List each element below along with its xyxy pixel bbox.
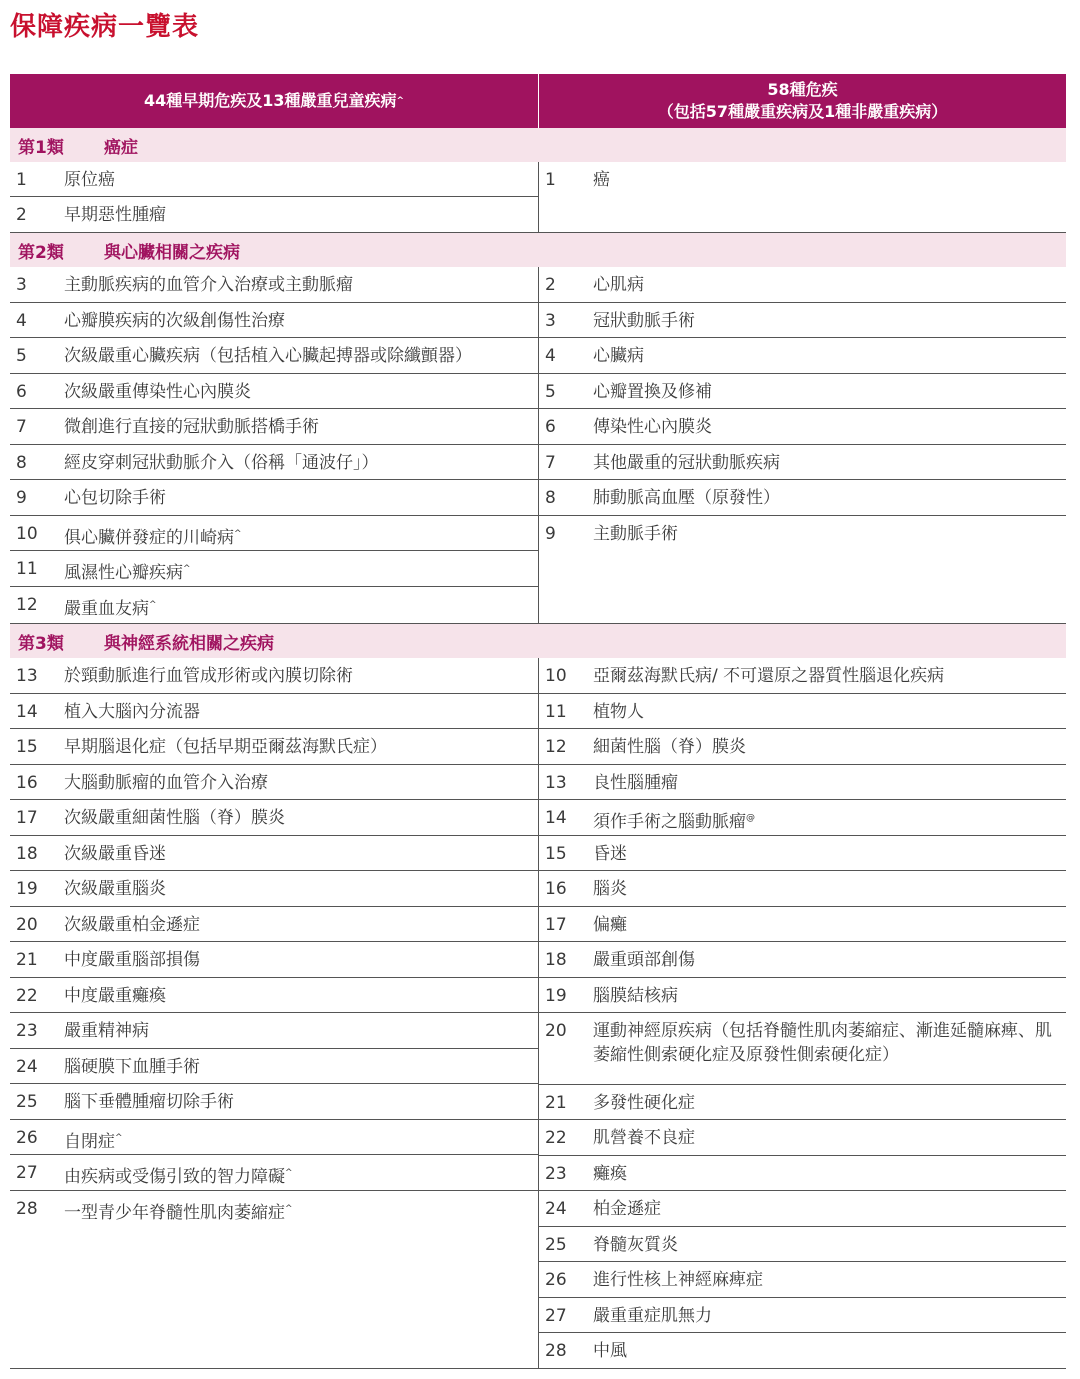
table-row: 27 嚴重重症肌無力 — [539, 1298, 1066, 1333]
category-number: 第2類 — [18, 242, 64, 263]
table-row: 18 次級嚴重昏迷 — [10, 836, 538, 871]
table-row: 24 柏金遜症 — [539, 1191, 1066, 1227]
table-row: 28 一型青少年脊髓性肌肉萎縮症^ — [16, 1199, 293, 1223]
table-row: 9 主動脈手術 — [545, 524, 678, 544]
category-name: 與神經系統相關之疾病 — [104, 633, 274, 654]
table-row: 8 肺動脈高血壓（原發性） — [539, 480, 1066, 516]
table-row: 6 次級嚴重傳染性心內膜炎 — [10, 374, 538, 409]
section-cancer — [10, 162, 1066, 233]
table-row: 8 經皮穿刺冠狀動脈介入（俗稱「通波仔」） — [10, 445, 538, 480]
section-heart — [10, 267, 1066, 624]
early-illness-column — [10, 658, 539, 1368]
table-row: 2 早期惡性腫瘤 — [16, 205, 166, 225]
table-row: 11 風濕性心瓣疾病^ — [10, 551, 538, 587]
table-row: 18 嚴重頭部創傷 — [539, 942, 1066, 978]
table-row: 22 肌營養不良症 — [539, 1120, 1066, 1156]
table-row: 5 心瓣置換及修補 — [539, 374, 1066, 409]
table-header — [10, 74, 1066, 128]
table-row: 12 嚴重血友病^ — [16, 595, 157, 619]
header-early-illness: 44種早期危疾及13種嚴重兒童疾病 ^ — [10, 74, 539, 128]
table-row: 3 冠狀動脈手術 — [539, 303, 1066, 338]
table-row: 3 主動脈疾病的血管介入治療或主動脈瘤 — [10, 267, 538, 303]
footnote-marker: ^ — [285, 1204, 293, 1214]
table-row: 13 於頸動脈進行血管成形術或內膜切除術 — [10, 658, 538, 694]
table-row: 5 次級嚴重心臟疾病（包括植入心臟起搏器或除纖顫器） — [10, 338, 538, 374]
table-row: 27 由疾病或受傷引致的智力障礙^ — [10, 1155, 538, 1191]
footnote-marker: @ — [746, 813, 755, 823]
header-critical-illness: 58種危疾 （包括57種嚴重疾病及1種非嚴重疾病） — [657, 80, 948, 121]
table-row: 11 植物人 — [539, 694, 1066, 729]
table-row: 25 脊髓灰質炎 — [539, 1227, 1066, 1262]
table-row: 1 癌 — [545, 170, 610, 190]
category-header-heart — [10, 233, 1066, 267]
table-row: 28 中風 — [545, 1341, 627, 1361]
table-row: 17 偏癱 — [539, 907, 1066, 942]
table-row: 16 大腦動脈瘤的血管介入治療 — [10, 765, 538, 800]
table-row: 20 運動神經原疾病（包括脊髓性肌肉萎縮症、漸進延髓麻痺、肌萎縮性側索硬化症及原發性側索硬化症） — [539, 1013, 1066, 1085]
footnote-marker: ^ — [396, 96, 405, 106]
table-row: 7 微創進行直接的冠狀動脈搭橋手術 — [10, 409, 538, 445]
table-row: 15 早期腦退化症（包括早期亞爾茲海默氏症） — [10, 729, 538, 765]
table-row: 4 心瓣膜疾病的次級創傷性治療 — [10, 303, 538, 338]
footnote-marker: ^ — [234, 529, 242, 539]
table-row: 16 腦炎 — [539, 871, 1066, 907]
section-neuro — [10, 658, 1066, 1369]
table-row: 20 次級嚴重柏金遜症 — [10, 907, 538, 942]
table-row: 13 良性腦腫瘤 — [539, 765, 1066, 800]
table-row: 10 亞爾茲海默氏病/ 不可還原之器質性腦退化疾病 — [539, 658, 1066, 694]
category-number: 第1類 — [18, 137, 64, 158]
table-row: 7 其他嚴重的冠狀動脈疾病 — [539, 445, 1066, 480]
category-number: 第3類 — [18, 633, 64, 654]
category-header-neuro — [10, 624, 1066, 658]
table-row: 1 原位癌 — [10, 162, 538, 197]
early-illness-column — [10, 162, 539, 232]
table-row: 23 癱瘓 — [539, 1156, 1066, 1191]
table-row: 23 嚴重精神病 — [10, 1013, 538, 1049]
footnote-marker: ^ — [115, 1133, 123, 1143]
table-row: 12 細菌性腦（脊）膜炎 — [539, 729, 1066, 765]
table-row: 21 多發性硬化症 — [539, 1085, 1066, 1120]
category-name: 癌症 — [104, 137, 138, 158]
table-row: 25 腦下垂體腫瘤切除手術 — [10, 1084, 538, 1120]
disease-table — [10, 74, 1066, 1369]
footnote-marker: ^ — [149, 600, 157, 610]
table-row: 14 植入大腦內分流器 — [10, 694, 538, 729]
table-row: 24 腦硬膜下血腫手術 — [10, 1049, 538, 1084]
table-row: 17 次級嚴重細菌性腦（脊）膜炎 — [10, 800, 538, 836]
category-header-cancer — [10, 128, 1066, 162]
table-row: 14 須作手術之腦動脈瘤@ — [539, 800, 1066, 836]
critical-illness-column — [539, 267, 1066, 623]
table-row: 21 中度嚴重腦部損傷 — [10, 942, 538, 978]
critical-illness-column — [539, 658, 1066, 1368]
table-row: 9 心包切除手術 — [10, 480, 538, 516]
early-illness-column — [10, 267, 539, 623]
footnote-marker: ^ — [183, 564, 191, 574]
table-row: 2 心肌病 — [539, 267, 1066, 303]
table-row: 19 腦膜結核病 — [539, 978, 1066, 1013]
table-row: 19 次級嚴重腦炎 — [10, 871, 538, 907]
table-row: 4 心臟病 — [539, 338, 1066, 374]
table-row: 26 自閉症^ — [10, 1120, 538, 1155]
table-row: 15 昏迷 — [539, 836, 1066, 871]
table-row: 10 俱心臟併發症的川崎病^ — [10, 516, 538, 551]
table-row: 26 進行性核上神經麻痺症 — [539, 1262, 1066, 1298]
page-title: 保障疾病一覽表 — [10, 12, 200, 42]
table-row: 6 傳染性心內膜炎 — [539, 409, 1066, 445]
footnote-marker: ^ — [285, 1168, 293, 1178]
critical-illness-column — [539, 162, 1066, 232]
table-row: 22 中度嚴重癱瘓 — [10, 978, 538, 1013]
category-name: 與心臟相關之疾病 — [104, 242, 240, 263]
